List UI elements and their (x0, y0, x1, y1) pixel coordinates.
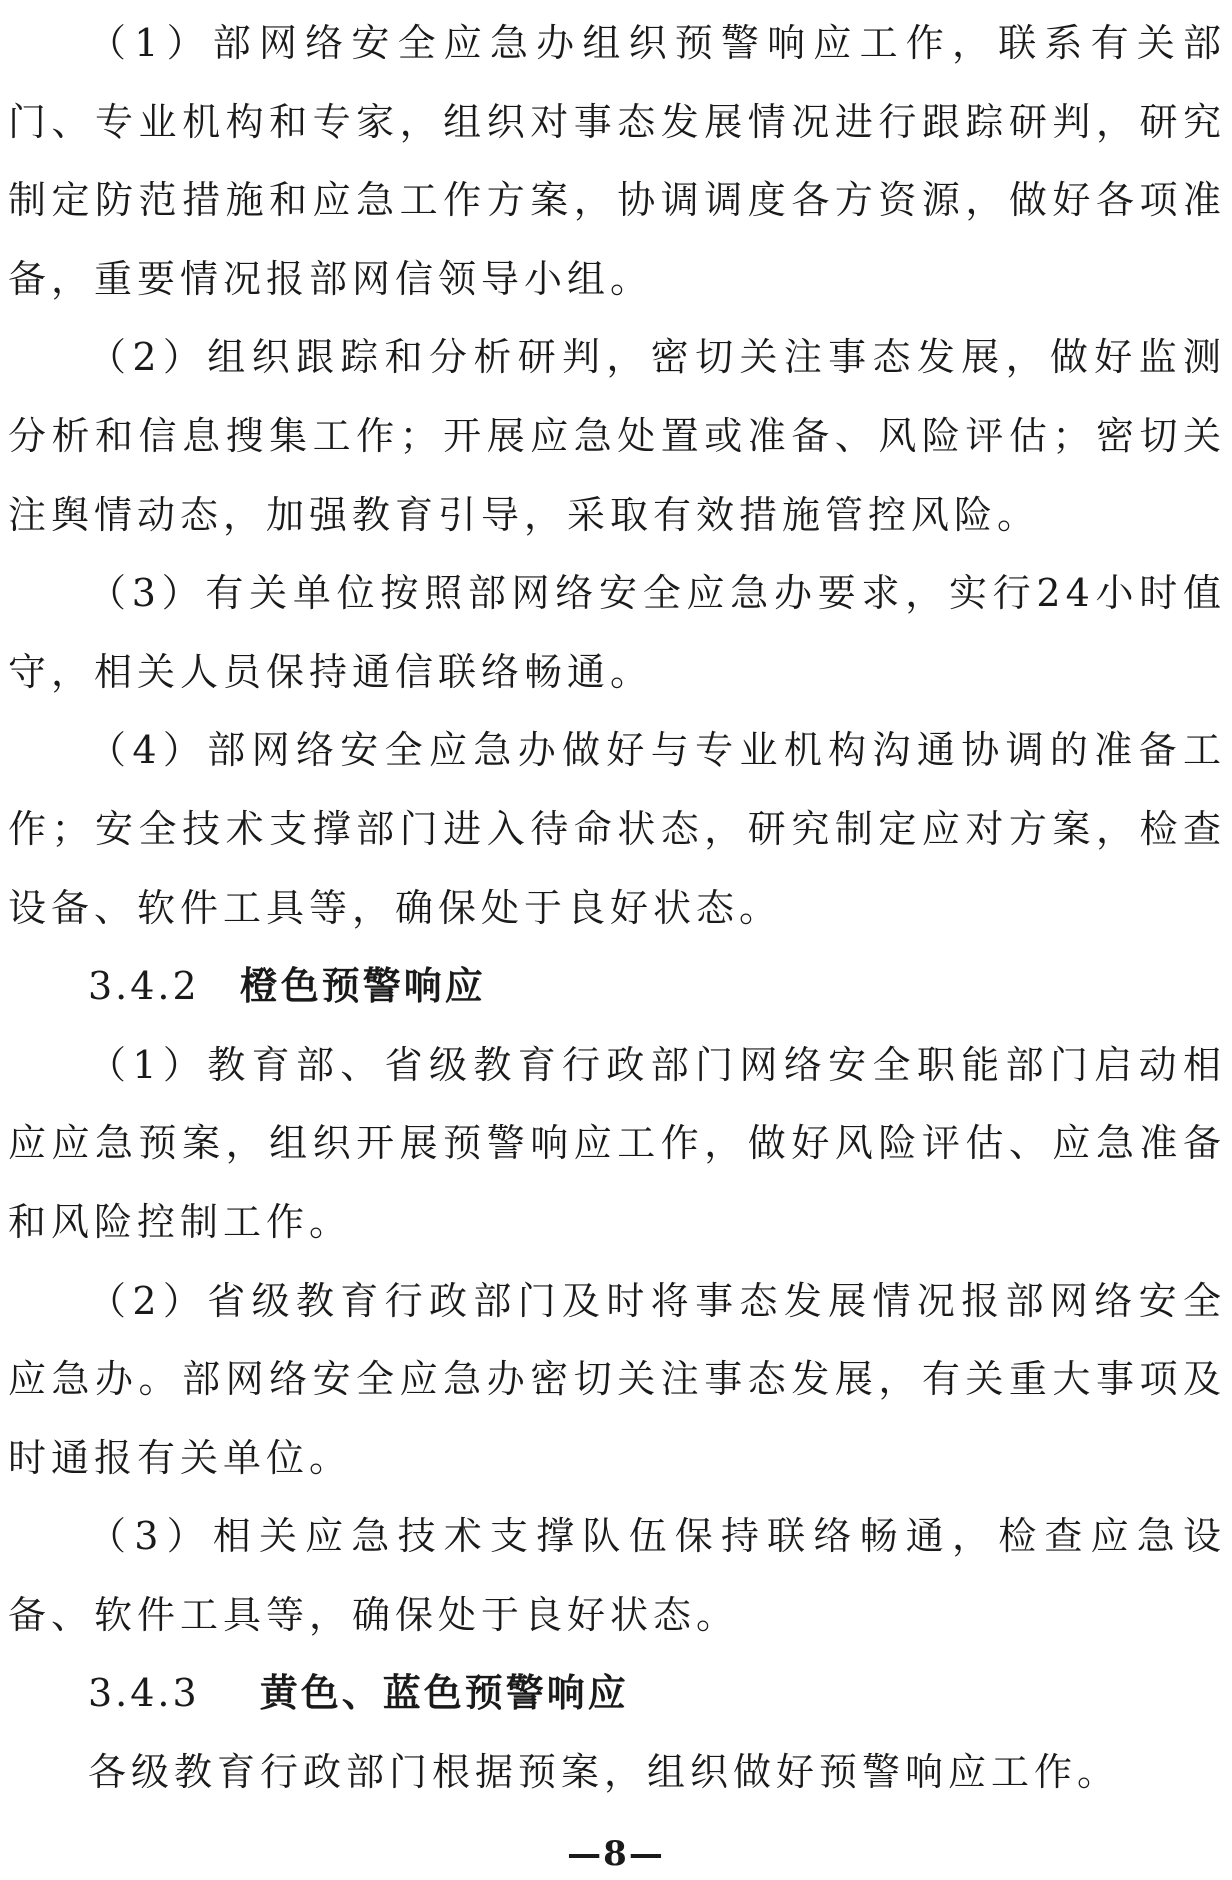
paragraph: （2）组织跟踪和分析研判，密切关注事态发展，做好监测分析和信息搜集工作；开展应急处置或准备、风险评估；密切关注舆情动态，加强教育引导，采取有效措施管控风险。 (8, 335, 1226, 537)
paragraph: （1）部网络安全应急办组织预警响应工作，联系有关部门、专业机构和专家，组织对事态发展情况进行跟踪研判，研究制定防范措施和应急工作方案，协调调度各方资源，做好各项准备，重要情况报部网信领导小组。 (8, 21, 1226, 301)
page-number: —8— (567, 1834, 665, 1874)
section-number: 3.4.2 (88, 964, 200, 1009)
section-title: 橙色预警响应 (239, 964, 486, 1009)
paragraph: （2）省级教育行政部门及时将事态发展情况报部网络安全应急办。部网络安全应急办密切关注事态发展，有关重大事项及时通报有关单位。 (8, 1278, 1226, 1480)
section-number: 3.4.3 (88, 1671, 200, 1716)
paragraph: （4）部网络安全应急办做好与专业机构沟通协调的准备工作；安全技术支撑部门进入待命状态，研究制定应对方案，检查设备、软件工具等，确保处于良好状态。 (8, 728, 1226, 930)
section-heading-3-4-2 (8, 947, 1226, 1026)
paragraph: （1）教育部、省级教育行政部门网络安全职能部门启动相应应急预案，组织开展预警响应工作，做好风险评估、应急准备和风险控制工作。 (8, 1042, 1226, 1244)
paragraph: （3）有关单位按照部网络安全应急办要求，实行24小时值守，相关人员保持通信联络畅通。 (8, 571, 1226, 694)
document-body (8, 4, 1226, 1812)
paragraph: （3）相关应急技术支撑队伍保持联络畅通，检查应急设备、软件工具等，确保处于良好状态。 (8, 1514, 1226, 1637)
section-heading-3-4-3 (8, 1654, 1226, 1733)
paragraph: 各级教育行政部门根据预案，组织做好预警响应工作。 (88, 1750, 1121, 1795)
section-title: 黄色、蓝色预警响应 (259, 1671, 629, 1716)
